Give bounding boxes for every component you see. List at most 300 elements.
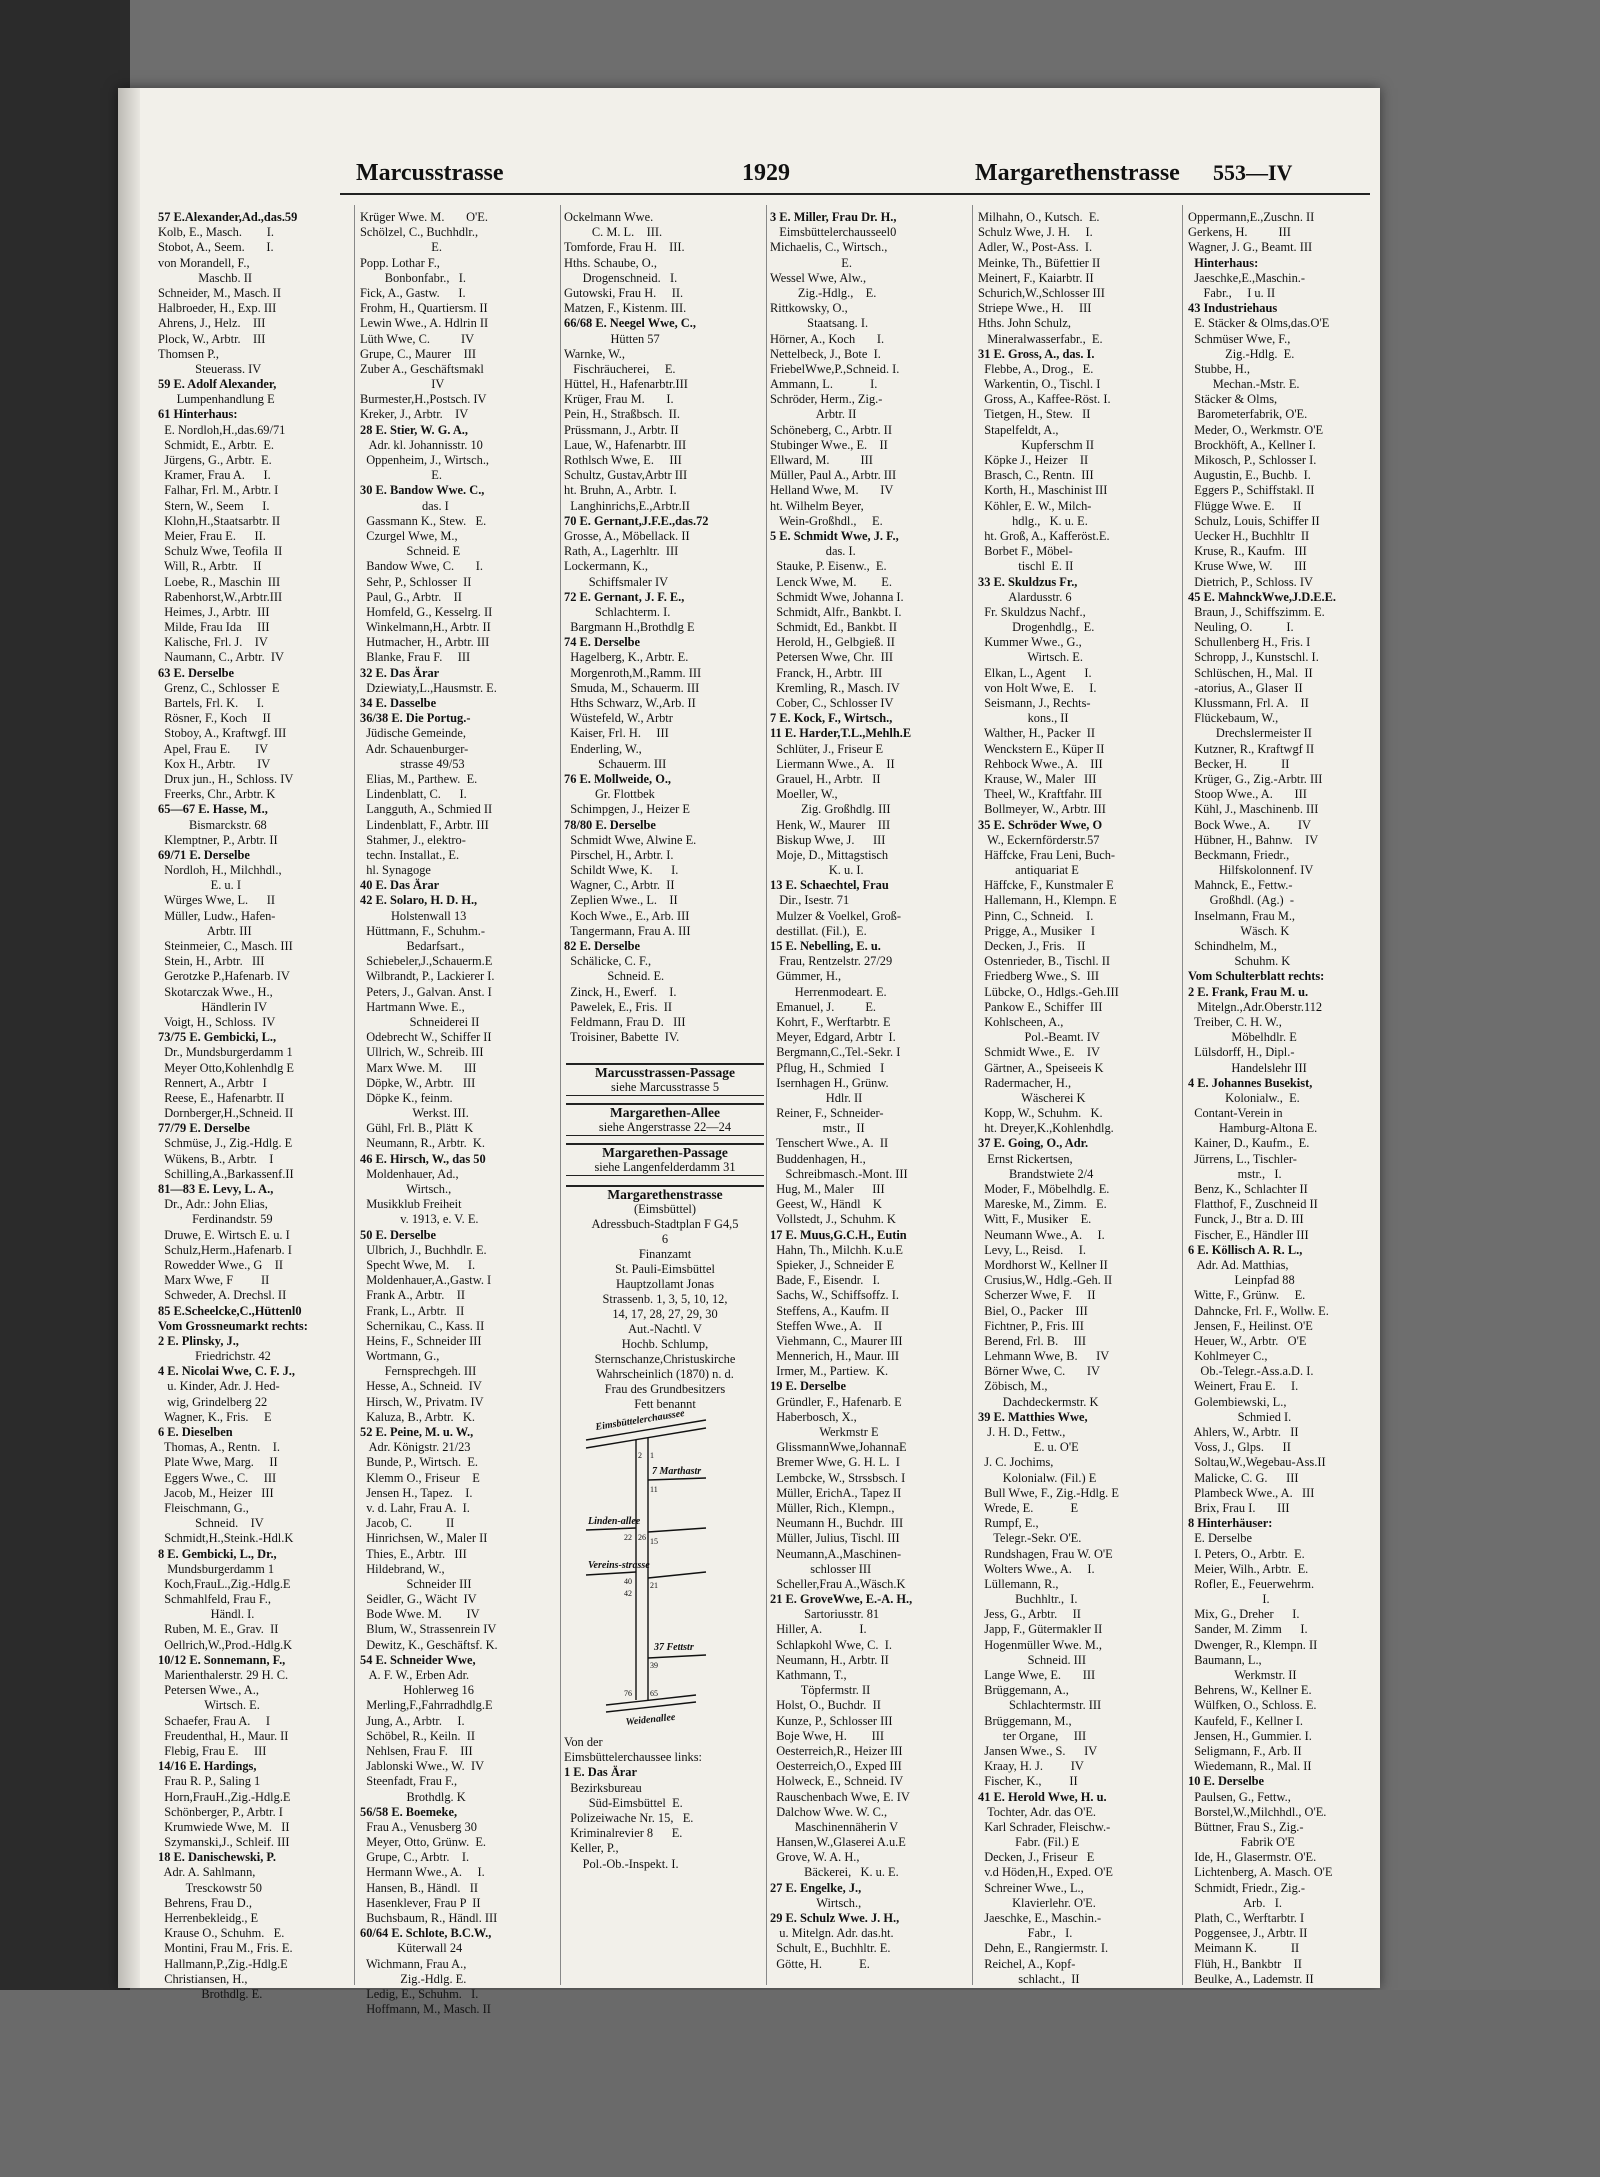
- directory-entry: Brothdlg. E.: [158, 1986, 263, 2001]
- directory-entry: Herrenbekleidg., E: [158, 1911, 259, 1925]
- directory-entry: Küterwall 24: [360, 1941, 463, 1956]
- directory-entry: Lange Wwe, E. III: [978, 1668, 1096, 1682]
- directory-entry: Meder, O., Werkmstr. O'E: [1188, 422, 1324, 437]
- directory-entry: ter Organe, III: [978, 1728, 1087, 1743]
- directory-entry: Koch Wwe., E., Arb. III: [564, 908, 690, 923]
- directory-entry: Hoffmann, M., Masch. II: [360, 2002, 491, 2017]
- directory-entry: Schmidt, E., Arbtr. E.: [158, 437, 274, 452]
- directory-entry: Kreker, J., Arbtr. IV: [360, 407, 469, 422]
- directory-entry: Dwenger, R., Klempn. II: [1188, 1637, 1318, 1652]
- directory-entry: Schneid. IV: [158, 1516, 264, 1531]
- directory-entry: Schiffsmaler IV: [564, 574, 669, 589]
- directory-entry: Zig.-Hdlg., E.: [770, 285, 877, 300]
- street-info-line: Sternschanze,Christuskirche: [594, 1352, 736, 1366]
- directory-entry: 72 E. Gernant, J. F. E.,: [564, 589, 685, 604]
- directory-entry: Zeplien Wwe., L. II: [564, 893, 678, 908]
- directory-entry: Krüger, Frau M. I.: [564, 392, 674, 407]
- directory-entry: Hartmann Wwe. E.,: [360, 999, 465, 1014]
- directory-entry: Fichtner, P., Fris. III: [978, 1318, 1084, 1333]
- directory-entry: Stoop Wwe., A. III: [1188, 787, 1307, 802]
- directory-entry: Behrens, Frau D.,: [158, 1895, 252, 1910]
- directory-entry: Montini, Frau M., Fris. E.: [158, 1941, 293, 1956]
- directory-entry: Keller, P.,: [564, 1841, 619, 1856]
- directory-entry: Cober, C., Schlosser IV: [770, 696, 894, 710]
- directory-entry: Karl Schrader, Fleischw.-: [978, 1819, 1111, 1834]
- directory-entry: Will, R., Arbtr. II: [158, 559, 262, 574]
- map-cross-3b: [648, 1572, 706, 1578]
- directory-entry: 70 E. Gernant,J.F.E.,das.72: [564, 513, 709, 528]
- allee-box: [566, 1103, 764, 1136]
- map-num: 39: [650, 1661, 658, 1670]
- directory-entry: Hildebrand, W.,: [360, 1561, 445, 1576]
- directory-entry: Kolonialw., E.: [1188, 1090, 1300, 1105]
- directory-entry: Apel, Frau E. IV: [158, 741, 269, 756]
- directory-entry: Bezirksbureau: [564, 1780, 642, 1795]
- header-rule: [340, 193, 1370, 195]
- directory-entry: Kühl, J., Maschinenb. III: [1188, 802, 1319, 817]
- directory-entry: Werkst. III.: [360, 1106, 469, 1121]
- directory-entry: Neumann, R., Arbtr. K.: [360, 1136, 485, 1151]
- directory-entry: 10/12 E. Sonnemann, F.,: [158, 1652, 286, 1667]
- directory-entry: Eimsbüttelerchausseel0: [770, 225, 897, 240]
- directory-entry: Mahnck, E., Fettw.-: [1188, 878, 1293, 893]
- directory-entry: Meier, Wilh., Arbtr. E.: [1188, 1561, 1309, 1576]
- directory-entry: Pawelek, E., Fris. II: [564, 999, 673, 1014]
- directory-entry: Grove, W. A. H.,: [770, 1850, 860, 1865]
- directory-entry: Stäcker & Olms,: [1188, 392, 1278, 407]
- directory-entry: Bonbonfabr., I.: [360, 270, 466, 285]
- directory-entry: Rowedder Wwe., G II: [158, 1257, 284, 1272]
- directory-entry: Hutmacher, H., Arbtr. III: [360, 635, 490, 650]
- directory-entry: Decken, J., Friseur E: [978, 1850, 1095, 1865]
- directory-entry: Mennerich, H., Maur. III: [770, 1349, 900, 1364]
- directory-entry: Hiller, A. I.: [770, 1622, 867, 1637]
- directory-entry: Mulzer & Voelkel, Groß-: [770, 908, 901, 923]
- directory-entry: Rath, A., Lagerhltr. III: [564, 544, 679, 559]
- directory-entry: Oesterreich,O., Exped III: [770, 1759, 902, 1774]
- directory-entry: Schmüse, J., Zig.-Hdlg. E: [158, 1136, 293, 1151]
- directory-entry: Flatthof, F., Zuschneid II: [1188, 1197, 1318, 1212]
- directory-entry: Frank A., Arbtr. II: [360, 1288, 465, 1303]
- directory-entry: Fabrik O'E: [1188, 1835, 1295, 1850]
- directory-entry: Jaeschke,E.,Maschin.-: [1188, 270, 1305, 285]
- directory-entry: Ullrich, W., Schreib. III: [360, 1045, 484, 1060]
- directory-entry: Wagner, K., Fris. E: [158, 1409, 272, 1424]
- directory-entry: Plate Wwe, Marg. II: [158, 1455, 278, 1470]
- directory-entry: Mikosch, P., Schlosser I.: [1188, 453, 1317, 467]
- directory-entry: Nehlsen, Frau F. III: [360, 1743, 473, 1758]
- directory-entry: Petersen Wwe., A.,: [158, 1683, 259, 1698]
- directory-entry: E. Stäcker & Olms,das.O'E: [1188, 316, 1330, 331]
- directory-entry: Ostenrieder, B., Tischl. II: [978, 954, 1111, 969]
- directory-entry: 57 E.Alexander,Ad.,das.59: [158, 210, 298, 224]
- directory-entry: Frank, L., Arbtr. II: [360, 1303, 465, 1318]
- directory-entry: Kramer, Frau A. I.: [158, 468, 271, 483]
- directory-entry: Neumann,A.,Maschinen-: [770, 1546, 902, 1561]
- directory-entry: Tangermann, Frau A. III: [564, 923, 691, 938]
- directory-entry: Lindenblatt, C. I.: [360, 787, 467, 802]
- directory-entry: Schölzel, C., Buchhdlr.,: [360, 225, 479, 240]
- directory-entry: Wirtsch.,: [360, 1182, 452, 1196]
- directory-entry: Lumpenhandlung E: [158, 392, 275, 407]
- directory-entry: Klussmann, Frl. A. II: [1188, 696, 1309, 710]
- directory-entry: Stahmer, J., elektro-: [360, 832, 466, 847]
- directory-entry: Berend, Frl. B. III: [978, 1333, 1087, 1348]
- directory-entry: Frau A., Venusberg 30: [360, 1819, 477, 1834]
- map-num: 1: [650, 1451, 654, 1460]
- directory-entry: 77/79 E. Derselbe: [158, 1121, 250, 1136]
- directory-entry: hl. Synagoge: [360, 863, 431, 878]
- directory-entry: Malicke, C. G. III: [1188, 1470, 1299, 1485]
- directory-entry: Lehmann Wwe, B. IV: [978, 1349, 1110, 1364]
- directory-entry: Milhahn, O., Kutsch. E.: [978, 210, 1100, 224]
- directory-entry: Radermacher, H.,: [978, 1075, 1072, 1090]
- directory-entry: Kolb, E., Masch. I.: [158, 225, 274, 240]
- directory-entry: Milde, Frau Ida III: [158, 620, 270, 635]
- directory-entry: Halbroeder, H., Exp. III: [158, 301, 277, 316]
- directory-entry: Holst, O., Buchdr. II: [770, 1698, 881, 1713]
- directory-entry: Jaeschke, E., Maschin.-: [978, 1911, 1102, 1925]
- directory-entry: 3 E. Miller, Frau Dr. H.,: [770, 210, 897, 224]
- street-info-line: Strassenb. 1, 3, 5, 10, 12,: [602, 1292, 728, 1306]
- directory-entry: Süd-Eimsbüttel E.: [564, 1795, 683, 1810]
- directory-entry: Benz, K., Schlachter II: [1188, 1182, 1308, 1196]
- directory-entry: Moje, D., Mittagstisch: [770, 847, 889, 862]
- directory-entry: Warkentin, O., Tischl. I: [978, 377, 1101, 392]
- directory-entry: Händl. I.: [158, 1607, 255, 1622]
- directory-entry: Ahrens, J., Helz. III: [158, 316, 266, 331]
- directory-entry: Ahlers, W., Arbtr. II: [1188, 1425, 1299, 1439]
- directory-entry: Zöbisch, M.,: [978, 1379, 1048, 1394]
- street-district: (Eimsbüttel): [634, 1202, 696, 1216]
- directory-entry: Kalische, Frl. J. IV: [158, 635, 268, 650]
- directory-entry: Wagner, J. G., Beamt. III: [1188, 240, 1313, 255]
- directory-entry: Kummer Wwe., G.,: [978, 635, 1082, 650]
- directory-entry: Warnke, W.,: [564, 346, 625, 361]
- directory-entry: 54 E. Schneider Wwe,: [360, 1652, 476, 1667]
- directory-entry: Buddenhagen, H.,: [770, 1151, 866, 1166]
- directory-entry: Laue, W., Hafenarbtr. III: [564, 437, 687, 452]
- directory-entry: Fischer, E., Händler III: [1188, 1227, 1309, 1242]
- directory-entry: mstr., I.: [1188, 1166, 1282, 1181]
- directory-entry: Becker, H. II: [1188, 756, 1290, 771]
- directory-entry: -atorius, A., Glaser II: [1188, 680, 1303, 695]
- directory-entry: destillat. (Fil.), E.: [770, 923, 867, 938]
- directory-entry: Hohlerweg 16: [360, 1683, 474, 1698]
- map-num: 2: [638, 1451, 642, 1460]
- directory-entry: Kathmann, T.,: [770, 1668, 847, 1682]
- directory-entry: Plath, C., Werftarbtr. I: [1188, 1911, 1305, 1925]
- directory-entry: Ide, H., Glasermstr. O'E.: [1188, 1850, 1317, 1865]
- directory-entry: Hansen,W.,Glaserei A.u.E: [770, 1835, 906, 1850]
- directory-entry: Schurich,W.,Schlosser III: [978, 285, 1105, 300]
- directory-entry: Wortmann, G.,: [360, 1349, 440, 1364]
- directory-entry: Meinert, F., Kaiarbtr. II: [978, 270, 1094, 285]
- map-num: 65: [650, 1689, 658, 1698]
- directory-entry: Bergmann,C.,Tel.-Sekr. I: [770, 1045, 901, 1060]
- directory-entry: Soltau,W.,Wegebau-Ass.II: [1188, 1455, 1326, 1470]
- directory-entry: v. d. Lahr, Frau A. I.: [360, 1500, 470, 1515]
- directory-entry: 34 E. Dasselbe: [360, 696, 437, 710]
- directory-entry: Seidler, G., Wächt IV: [360, 1592, 477, 1607]
- directory-entry: Lüth Wwe, C. IV: [360, 331, 475, 346]
- directory-entry: schlacht., II: [978, 1971, 1080, 1986]
- directory-entry: 65—67 E. Hasse, M.,: [158, 802, 268, 817]
- directory-entry: Müller, Paul A., Arbtr. III: [770, 468, 897, 483]
- directory-entry: Gerkens, H. III: [1188, 225, 1291, 240]
- directory-entry: Hasenklever, Frau P II: [360, 1895, 481, 1910]
- directory-entry: kons., II: [978, 711, 1069, 726]
- directory-entry: Gassmann K., Stew. E.: [360, 513, 487, 528]
- directory-entry: Fischräucherei, E.: [564, 361, 676, 376]
- directory-entry: Jess, G., Arbtr. II: [978, 1607, 1081, 1622]
- directory-entry: Scheller,Frau A.,Wäsch.K: [770, 1576, 906, 1591]
- map-num: 40: [624, 1577, 632, 1586]
- street-info-line: Fett benannt: [634, 1397, 696, 1411]
- street-info-line: Frau des Grundbesitzers: [604, 1382, 726, 1396]
- directory-entry: E. Derselbe: [1188, 1531, 1252, 1546]
- directory-entry: Pankow E., Schiffer III: [978, 999, 1103, 1014]
- directory-entry: Meinke, Th., Büfettier II: [978, 255, 1101, 270]
- directory-entry: Golembiewski, L.,: [1188, 1394, 1287, 1409]
- directory-entry: Fabr., I u. II: [1188, 285, 1276, 300]
- directory-entry: Hilfskolonnenf. IV: [1188, 863, 1314, 878]
- directory-entry: Bade, F., Eisendr. I.: [770, 1273, 880, 1288]
- directory-entry: Kaiser, Frl. H. III: [564, 726, 669, 741]
- directory-entry: Poggensee, J., Arbtr. II: [1188, 1926, 1308, 1941]
- directory-entry: Flebbe, A., Drog., E.: [978, 361, 1094, 376]
- map-label-top: Eimsbüttelerchaussee: [594, 1408, 686, 1433]
- directory-entry: Ledig, E., Schuhm. I.: [360, 1986, 479, 2001]
- directory-entry: Heins, F., Schneider III: [360, 1333, 482, 1348]
- directory-entry: Zuber A., Geschäftsmakl: [360, 361, 484, 376]
- directory-entry: Geest, W., Händl K: [770, 1197, 882, 1212]
- directory-entry: Druwe, E. Wirtsch E. u. I: [158, 1227, 290, 1242]
- scan-bottom-edge: [0, 1990, 1600, 2177]
- directory-entry: Würges Wwe, L. II: [158, 893, 275, 908]
- directory-entry: Kohlscheen, A.,: [978, 1014, 1064, 1029]
- directory-entry: Schultz, Gustav,Arbtr III: [564, 468, 688, 483]
- directory-entry: Gühl, Frl. B., Plätt K: [360, 1121, 474, 1136]
- directory-entry: Braun, J., Schiffszimm. E.: [1188, 604, 1325, 619]
- directory-entry: Arb. I.: [1188, 1895, 1282, 1910]
- directory-entry: v.d Höden,H., Exped. O'E: [978, 1865, 1113, 1880]
- directory-entry: Hüttmann, F., Schuhm.-: [360, 923, 485, 938]
- directory-entry: Dachdeckermstr. K: [978, 1394, 1099, 1409]
- directory-entry: 40 E. Das Ärar: [360, 878, 440, 893]
- directory-entry: Langguth, A., Schmied II: [360, 802, 493, 817]
- directory-entry: Striepe Wwe., H. III: [978, 301, 1092, 316]
- directory-entry: Wilbrandt, P., Lackierer I.: [360, 969, 495, 984]
- directory-entry: Sachs, W., Schiffsoffz. I.: [770, 1288, 899, 1303]
- directory-entry: Beulke, A., Lademstr. II: [1188, 1971, 1314, 1986]
- map-num: 42: [624, 1589, 632, 1598]
- column-5: [978, 210, 1178, 1985]
- directory-entry: Brüggemann, M.,: [978, 1713, 1072, 1728]
- directory-entry: Smuda, M., Schauerm. III: [564, 680, 700, 695]
- directory-entry: Tochter, Adr. das O'E.: [978, 1804, 1096, 1819]
- directory-entry: Müller, Rich., Klempn.,: [770, 1500, 895, 1515]
- directory-entry: Bäckerei, K. u. E.: [770, 1865, 899, 1880]
- directory-entry: I. Peters, O., Arbtr. E.: [1188, 1546, 1305, 1561]
- directory-entry: Fernsprechgeh. III: [360, 1364, 477, 1379]
- directory-entry: Bremer Wwe, G. H. L. I: [770, 1455, 900, 1470]
- directory-entry: Schöneberg, C., Arbtr. II: [770, 422, 892, 437]
- directory-entry: ht. Bruhn, A., Arbtr. I.: [564, 483, 677, 498]
- directory-entry: Emanuel, J. E.: [770, 999, 876, 1014]
- directory-entry: Prüssmann, J., Arbtr. II: [564, 422, 679, 437]
- directory-entry: Thomsen P.,: [158, 346, 219, 361]
- directory-entry: Troisiner, Babette IV.: [564, 1030, 680, 1045]
- directory-entry: Ulbrich, J., Buchhdlr. E.: [360, 1242, 487, 1257]
- directory-entry: Mordhorst W., Kellner II: [978, 1257, 1108, 1272]
- directory-entry: Hübner, H., Bahnw. IV: [1188, 832, 1319, 847]
- directory-entry: Lülsdorff, H., Dipl.-: [1188, 1045, 1295, 1060]
- directory-entry: Rumpf, E.,: [978, 1516, 1039, 1531]
- directory-entry: Bull Wwe, F., Zig.-Hdlg. E: [978, 1485, 1119, 1500]
- directory-entry: 18 E. Danischewski, P.: [158, 1850, 276, 1865]
- directory-entry: Sehr, P., Schlosser II: [360, 574, 472, 589]
- map-cross-2: [586, 1528, 636, 1530]
- street-info-line: 14, 17, 28, 27, 29, 30: [612, 1307, 718, 1321]
- directory-entry: Stapelfeldt, A.,: [978, 422, 1059, 437]
- directory-entry: Schulz, Louis, Schiffer II: [1188, 513, 1320, 528]
- directory-entry: I.: [1188, 1592, 1270, 1607]
- directory-entry: Barometerfabrik, O'E.: [1188, 407, 1308, 422]
- directory-entry: 36/38 E. Die Portug.-: [360, 711, 471, 726]
- directory-entry: Voss, J., Glps. II: [1188, 1440, 1291, 1455]
- directory-entry: Blanke, Frau F. III: [360, 650, 471, 665]
- directory-entry: Bargmann H.,Brothdlg E: [564, 620, 695, 635]
- directory-entry: Steffens, A., Kaufm. II: [770, 1303, 890, 1318]
- directory-entry: Kupferschm II: [978, 437, 1094, 452]
- directory-entry: Schindhelm, M.,: [1188, 939, 1277, 953]
- directory-entry: Reiner, F., Schneider-: [770, 1106, 884, 1121]
- directory-entry: Zig.-Hdlg. E.: [1188, 346, 1295, 361]
- directory-entry: 2 E. Frank, Frau M. u.: [1188, 984, 1309, 999]
- directory-entry: Kunze, P., Schlosser III: [770, 1713, 893, 1728]
- directory-entry: Staatsang. I.: [770, 316, 869, 331]
- directory-entry: Möbelhdlr. E: [1188, 1030, 1297, 1045]
- directory-entry: Schweder, A. Drechsl. II: [158, 1288, 287, 1303]
- after-map-entries: [564, 1735, 764, 1870]
- directory-entry: Grupe, C., Maurer III: [360, 346, 476, 361]
- map-num: 15: [650, 1537, 658, 1546]
- directory-entry: Haberbosch, X.,: [770, 1409, 857, 1424]
- directory-entry: 82 E. Derselbe: [564, 939, 641, 953]
- directory-entry: Paul, G., Arbtr. II: [360, 589, 462, 604]
- directory-entry: Flügge Wwe. E. II: [1188, 498, 1302, 513]
- directory-entry: Michaelis, C., Wirtsch.,: [770, 240, 888, 255]
- directory-entry: Schneid. E.: [564, 969, 665, 984]
- directory-entry: Witte, F., Grünw. E.: [1188, 1288, 1306, 1303]
- directory-entry: Schöbel, R., Keiln. II: [360, 1728, 475, 1743]
- directory-entry: 39 E. Matthies Wwe,: [978, 1409, 1088, 1424]
- directory-entry: Döpke, W., Arbtr. III: [360, 1075, 476, 1090]
- directory-entry: ht. Groß, A., Kafferöst.E.: [978, 528, 1110, 543]
- directory-entry: Grenz, C., Schlosser E: [158, 680, 280, 695]
- map-cross-3: [586, 1572, 636, 1575]
- directory-entry: 31 E. Gross, A., das. I.: [978, 346, 1095, 361]
- directory-entry: Buchsbaum, R., Händl. III: [360, 1911, 498, 1925]
- directory-entry: Schälicke, C. F.,: [564, 954, 652, 969]
- directory-entry: Jansen Wwe., S. IV: [978, 1743, 1098, 1758]
- directory-entry: Eggers Wwe., C. III: [158, 1470, 277, 1485]
- directory-entry: Hesse, A., Schneid. IV: [360, 1379, 482, 1394]
- directory-entry: Neuling, O. I.: [1188, 620, 1294, 635]
- directory-entry: Holweck, E., Schneid. IV: [770, 1774, 904, 1789]
- directory-entry: Kaufeld, F., Kellner I.: [1188, 1713, 1303, 1728]
- directory-entry: Brasch, C., Rentn. III: [978, 468, 1094, 483]
- directory-entry: Werkmstr. II: [1188, 1668, 1297, 1682]
- directory-entry: 5 E. Schmidt Wwe, J. F.,: [770, 528, 899, 543]
- column-divider: [972, 205, 973, 1985]
- directory-entry: Frau R. P., Saling 1: [158, 1774, 261, 1789]
- directory-entry: 15 E. Nebelling, E. u.: [770, 939, 881, 953]
- directory-entry: Rabenhorst,W.,Arbtr.III: [158, 589, 283, 604]
- directory-entry: 61 Hinterhaus:: [158, 407, 238, 422]
- directory-entry: Pol.-Ob.-Inspekt. I.: [564, 1856, 679, 1871]
- directory-entry: 74 E. Derselbe: [564, 635, 641, 650]
- directory-entry: u. Mitelgn. Adr. das.ht.: [770, 1926, 894, 1941]
- directory-entry: Winkelmann,H., Arbtr. II: [360, 620, 491, 635]
- directory-entry: Paulsen, G., Fettw.,: [1188, 1789, 1291, 1804]
- directory-entry: Flückebaum, W.,: [1188, 711, 1279, 726]
- directory-entry: Klemptner, P., Arbtr. II: [158, 832, 278, 847]
- directory-entry: Helland Wwe, M. IV: [770, 483, 894, 498]
- directory-entry: Krüger, G., Zig.-Arbtr. III: [1188, 771, 1323, 786]
- directory-entry: Heuer, W., Arbtr. O'E: [1188, 1333, 1307, 1348]
- directory-entry: Wäscherei K: [978, 1090, 1086, 1105]
- directory-entry: 13 E. Schaechtel, Frau: [770, 878, 889, 893]
- directory-entry: Adr. Ad. Matthias,: [1188, 1257, 1289, 1272]
- directory-entry: Biel, O., Packer III: [978, 1303, 1088, 1318]
- directory-entry: Koch,FrauL.,Zig.-Hdlg.E: [158, 1576, 291, 1591]
- directory-entry: Lindenblatt, F., Arbtr. III: [360, 817, 489, 832]
- directory-entry: 85 E.Scheelcke,C.,Hüttenl0: [158, 1303, 302, 1318]
- directory-entry: Christiansen, H.,: [158, 1971, 248, 1986]
- directory-entry: Kraay, H. J. IV: [978, 1759, 1084, 1774]
- directory-entry: Ob.-Telegr.-Ass.a.D. I.: [1188, 1364, 1314, 1379]
- directory-entry: Levy, L., Reisd. I.: [978, 1242, 1086, 1257]
- directory-entry: 19 E. Derselbe: [770, 1379, 847, 1394]
- directory-entry: Herrenmodeart. E.: [770, 984, 887, 999]
- directory-entry: Maschinennäherin V: [770, 1819, 899, 1834]
- directory-entry: 42 E. Solaro, H. D. H.,: [360, 893, 478, 908]
- directory-entry: 28 E. Stier, W. G. A.,: [360, 422, 468, 437]
- directory-entry: Flüh, H., Bankbtr II: [1188, 1956, 1302, 1971]
- directory-entry: Irmer, M., Partiew. K.: [770, 1364, 889, 1379]
- directory-entry: Oellrich,W.,Prod.-Hdlg.K: [158, 1637, 293, 1652]
- directory-entry: Schreibmasch.-Mont. III: [770, 1166, 908, 1181]
- directory-entry: Vom Schulterblatt rechts:: [1188, 969, 1325, 984]
- directory-entry: Elkan, L., Agent I.: [978, 665, 1092, 680]
- directory-entry: Kox H., Arbtr. IV: [158, 756, 271, 771]
- directory-entry: Tomforde, Frau H. III.: [564, 240, 685, 255]
- directory-entry: techn. Installat., E.: [360, 847, 460, 862]
- map-num: 76: [624, 1689, 632, 1698]
- directory-entry: Ruben, M. E., Grav. II: [158, 1622, 279, 1637]
- directory-entry: Rauschenbach Wwe, E. IV: [770, 1789, 910, 1804]
- header-right-street: Margarethenstrasse: [975, 160, 1180, 186]
- directory-entry: Drogenhdlg., E.: [978, 620, 1095, 635]
- passage2-text: siehe Langenfelderdamm 31: [594, 1160, 736, 1174]
- directory-entry: Feldmann, Frau D. III: [564, 1014, 686, 1029]
- directory-entry: Moeller, W.,: [770, 787, 838, 802]
- directory-entry: FriebelWwe,P.,Schneid. I.: [770, 361, 900, 376]
- directory-entry: Krause, W., Maler III: [978, 771, 1097, 786]
- directory-entry: Fischer, K., II: [978, 1774, 1078, 1789]
